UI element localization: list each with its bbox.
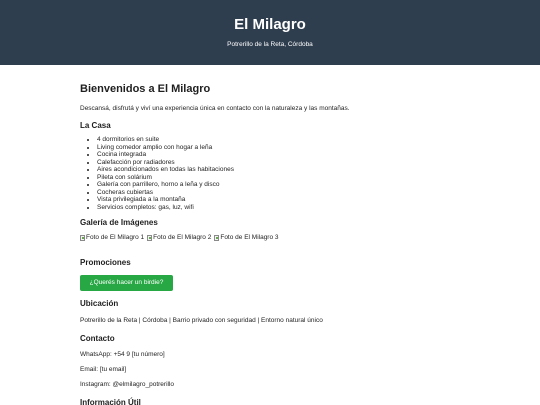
contact-whatsapp: WhatsApp: +54 9 [tu número] [80, 351, 165, 358]
main-content [0, 65, 540, 405]
list-item: • Living comedor amplio con hogar a leña [97, 144, 460, 152]
ubicacion-heading: Ubicación [80, 299, 119, 308]
image-alt-text: Foto de El Milagro 3 [220, 234, 279, 241]
site-title: El Milagro [234, 16, 306, 33]
gallery-image-1[interactable] [80, 234, 144, 242]
list-item: • Aires acondicionados en todas las habitaciones [97, 166, 460, 174]
broken-image-icon [80, 235, 85, 241]
birdie-button[interactable]: ¿Querés hacer un birdie? [80, 275, 173, 291]
list-item: • Cocheras cubiertas [97, 189, 460, 197]
list-item: • Vista privilegiada a la montaña [97, 196, 460, 204]
site-header [0, 0, 540, 65]
image-alt-text: Foto de El Milagro 2 [153, 234, 212, 241]
image-alt-text: Foto de El Milagro 1 [86, 234, 145, 241]
casa-section [80, 121, 460, 211]
welcome-section [80, 83, 460, 113]
site-subtitle: Potrerillo de la Reta, Córdoba [227, 41, 313, 48]
contacto-section [80, 334, 460, 389]
gallery-image-3[interactable] [214, 234, 278, 242]
promociones-section [80, 258, 460, 291]
list-item: • Galería con parrillero, horno a leña y disco [97, 181, 460, 189]
list-item: • 4 dormitorios en suite [97, 136, 460, 144]
image-gallery [80, 234, 460, 242]
contact-instagram: Instagram: @elmilagro_potrerillo [80, 381, 175, 388]
info-section [80, 398, 460, 405]
welcome-text: Descansá, disfrutá y viví una experiencia única en contacto con la naturaleza y las montañas. [80, 105, 350, 112]
broken-image-icon [147, 235, 152, 241]
list-item: • Calefacción por radiadores [97, 159, 460, 167]
casa-features-list [80, 136, 460, 211]
broken-image-icon [214, 235, 219, 241]
ubicacion-text: Potrerillo de la Reta | Córdoba | Barrio privado con seguridad | Entorno natural único [80, 317, 323, 324]
info-heading: Información Útil [80, 398, 141, 405]
promociones-heading: Promociones [80, 258, 131, 267]
contacto-heading: Contacto [80, 334, 115, 343]
galeria-heading: Galería de Imágenes [80, 218, 158, 227]
list-item: • Cocina integrada [97, 151, 460, 159]
ubicacion-section [80, 299, 460, 325]
galeria-section [80, 218, 460, 242]
welcome-title: Bienvenidos a El Milagro [80, 83, 211, 95]
contact-email: Email: [tu email] [80, 366, 127, 373]
list-item: • Pileta con solárium [97, 174, 460, 182]
list-item: • Servicios completos: gas, luz, wifi [97, 204, 460, 212]
casa-heading: La Casa [80, 121, 111, 130]
gallery-image-2[interactable] [147, 234, 211, 242]
